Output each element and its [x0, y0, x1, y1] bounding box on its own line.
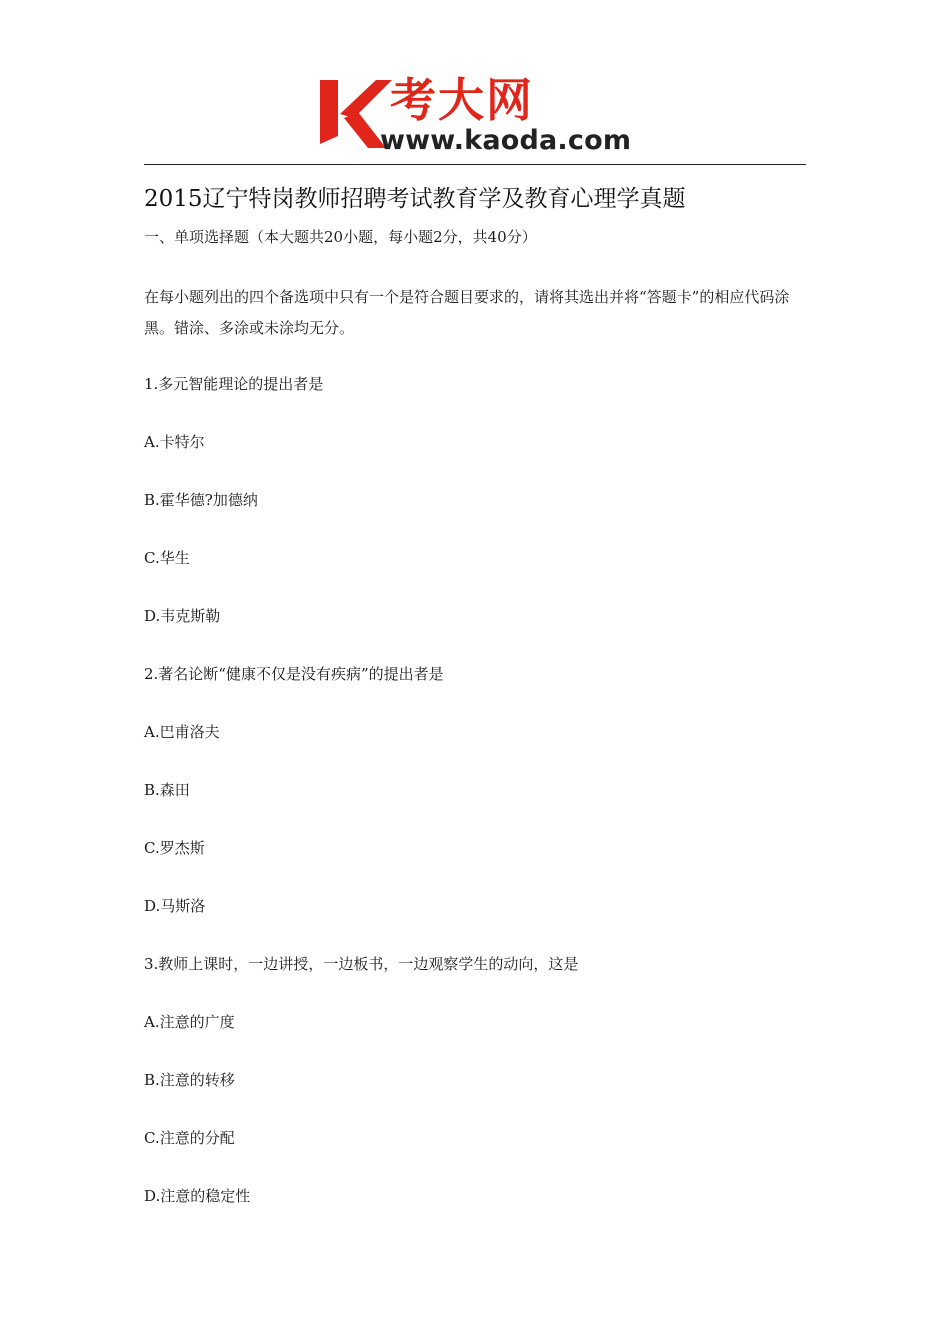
logo-chinese-text: 考大网 [390, 73, 534, 127]
document-title: 2015辽宁特岗教师招聘考试教育学及教育心理学真题 [144, 186, 686, 212]
option-1b: B.霍华德?加德纳 [144, 491, 258, 509]
option-2c: C.罗杰斯 [144, 839, 205, 857]
instruction-paragraph: 在每小题列出的四个备选项中只有一个是符合题目要求的，请将其选出并将“答题卡”的相应代码涂黑。错涂、多涂或未涂均无分。 [144, 288, 790, 337]
question-2: 2.著名论断“健康不仅是没有疾病”的提出者是 [144, 665, 444, 683]
question-list [144, 372, 806, 1242]
option-2a: A.巴甫洛夫 [144, 723, 220, 741]
option-3a: A.注意的广度 [144, 1013, 235, 1031]
option-2b: B.森田 [144, 781, 190, 799]
logo-url-text: www.kaoda.com [380, 125, 632, 156]
header-divider [144, 164, 806, 165]
option-3c: C.注意的分配 [144, 1129, 235, 1147]
option-2d: D.马斯洛 [144, 897, 206, 915]
question-3: 3.教师上课时，一边讲授，一边板书，一边观察学生的动向，这是 [144, 955, 579, 973]
option-1c: C.华生 [144, 549, 190, 567]
option-3b: B.注意的转移 [144, 1071, 235, 1089]
option-3d: D.注意的稳定性 [144, 1187, 251, 1205]
section-heading: 一、单项选择题（本大题共20小题，每小题2分，共40分） [144, 228, 537, 246]
question-1: 1.多元智能理论的提出者是 [144, 375, 324, 393]
option-1a: A.卡特尔 [144, 433, 205, 451]
kaoda-logo [318, 73, 648, 162]
option-1d: D.韦克斯勒 [144, 607, 221, 625]
